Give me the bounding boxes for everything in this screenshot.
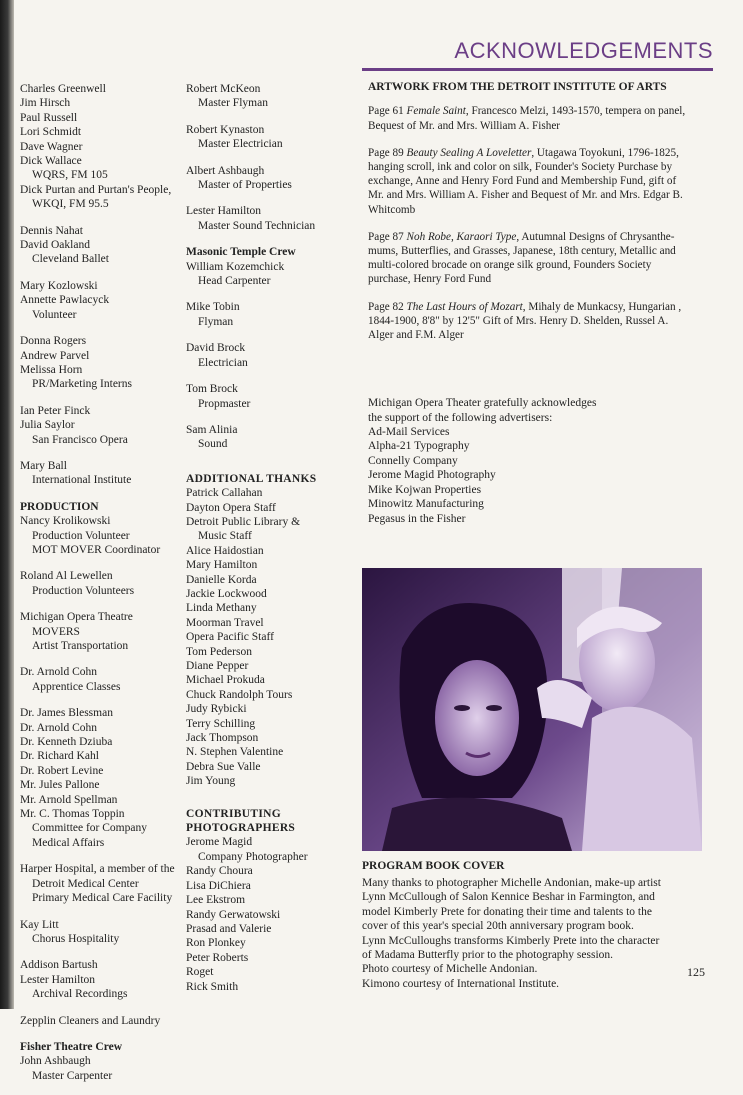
cover-caption-line: Many thanks to photographer Michelle Andonian, make-up artist	[362, 877, 661, 889]
credit-line: Julia Saylor	[20, 419, 75, 432]
credit-block	[20, 334, 180, 392]
artwork-list	[368, 104, 703, 342]
credit-block	[20, 1040, 180, 1083]
thanks-name: Alice Haidostian	[186, 544, 264, 557]
crew-line: William Kozemchick	[186, 260, 285, 273]
credit-line: Production Volunteers	[32, 584, 135, 597]
advertiser-name: Connelly Company	[368, 454, 458, 467]
credit-line: Dr. Arnold Cohn	[20, 666, 97, 679]
contributing-photographers	[186, 807, 346, 994]
crew-line: Robert McKeon	[186, 83, 261, 95]
photographer-name: Lee Ekstrom	[186, 894, 246, 907]
thanks-name: Judy Rybicki	[186, 703, 247, 716]
thanks-name: Jim Young	[186, 775, 236, 788]
credit-line: Mr. Jules Pallone	[20, 779, 100, 792]
page-title: ACKNOWLEDGEMENTS	[454, 38, 713, 63]
artwork-line: Mr. and Mrs. William A. Fisher and Bequest of Mr. and Mrs. Edgar B.	[368, 189, 683, 202]
cover-caption-line: Lynn McCulloughs transforms Kimberly Prete into the character	[362, 934, 660, 947]
credit-line: Annette Pawlacyck	[20, 294, 110, 307]
photographers-heading-1: CONTRIBUTING	[186, 807, 281, 820]
crew-block	[186, 82, 346, 111]
credit-line: Addison Bartush	[20, 959, 98, 972]
credits-column-1	[20, 82, 180, 1095]
credit-line: Chorus Hospitality	[32, 932, 120, 945]
thanks-name: Terry Schilling	[186, 717, 256, 730]
page-number: 125	[687, 965, 705, 979]
advertisers-section	[368, 396, 703, 526]
credit-block	[20, 279, 180, 322]
artwork-line: purchase, Henry Ford Fund	[368, 273, 492, 286]
artwork-title: Beauty Sealing A Loveletter	[406, 146, 532, 159]
thanks-name: Jackie Lockwood	[186, 587, 267, 600]
advertiser-name: Mike Kojwan Properties	[368, 483, 482, 496]
advertiser-name: Ad-Mail Services	[368, 426, 450, 439]
artwork-title: The Last Hours of Mozart	[406, 300, 523, 313]
artwork-entry	[368, 230, 703, 287]
crew-block	[186, 341, 346, 370]
artwork-line: exchange, Anne and Henry Ford Fund and Membership Fund, gift of	[368, 175, 677, 188]
photographer-name: Rick Smith	[186, 980, 239, 993]
crew-block	[186, 123, 346, 152]
credit-line: Harper Hospital, a member of the	[20, 863, 175, 876]
credit-line: Committee for Company	[32, 822, 147, 835]
credit-block	[20, 706, 180, 850]
credit-line: PR/Marketing Interns	[32, 378, 132, 391]
crew-block	[186, 245, 346, 288]
crew-block	[186, 382, 346, 411]
photographers-heading-2: PHOTOGRAPHERS	[186, 822, 296, 835]
crew-list	[186, 82, 346, 452]
credit-line: Nancy Krolikowski	[20, 515, 111, 528]
credit-line: Zepplin Cleaners and Laundry	[20, 1014, 161, 1027]
credit-line: Michigan Opera Theatre	[20, 611, 133, 624]
credit-line: Dave Wagner	[20, 140, 83, 153]
crew-line: Lester Hamilton	[186, 205, 262, 218]
crew-line: David Brock	[186, 342, 246, 355]
credit-line: Dick Wallace	[20, 155, 82, 168]
additional-thanks-list	[186, 486, 346, 789]
credit-line: Melissa Horn	[20, 363, 83, 376]
photographer-name: Company Photographer	[198, 850, 308, 863]
credit-block	[20, 862, 180, 905]
credit-line: Mary Kozlowski	[20, 279, 98, 292]
artwork-line: hanging scroll, ink and color on silk, Founder's Society Purchase by	[368, 161, 673, 174]
crew-block	[186, 300, 346, 329]
credit-line: Apprentice Classes	[32, 680, 121, 693]
artwork-line: Whitcomb	[368, 203, 416, 216]
credit-line: MOT MOVER Coordinator	[32, 543, 161, 556]
advertisers-intro	[368, 396, 703, 425]
advertisers-intro-line: the support of the following advertisers:	[368, 411, 553, 424]
credit-block	[20, 958, 180, 1001]
crew-block	[186, 204, 346, 233]
photographers-list	[186, 835, 346, 993]
credit-block	[20, 1014, 180, 1028]
crew-line: Master Sound Technician	[198, 219, 316, 232]
thanks-name: Patrick Callahan	[186, 487, 263, 500]
photographer-name: Randy Gerwatowski	[186, 908, 281, 921]
crew-line: Mike Tobin	[186, 301, 240, 314]
artwork-line: Bequest of Mr. and Mrs. William A. Fisher	[368, 119, 561, 132]
credit-line: Master Carpenter	[32, 1069, 113, 1082]
credit-line: Medical Affairs	[32, 836, 105, 849]
crew-line: Master Electrician	[198, 138, 283, 151]
credit-line: Lori Schmidt	[20, 126, 82, 139]
photographer-name: Ron Plonkey	[186, 937, 246, 950]
crew-line: Masonic Temple Crew	[186, 246, 296, 259]
advertisers-list	[368, 425, 703, 526]
credit-line: International Institute	[32, 474, 132, 487]
credit-line: Kay Litt	[20, 918, 59, 931]
credit-line: Dr. Kenneth Dziuba	[20, 736, 113, 749]
cover-caption-line: of Madama Butterfly prior to the photography session.	[362, 949, 614, 962]
thanks-name: Mary Hamilton	[186, 559, 258, 572]
crew-line: Electrician	[198, 356, 248, 369]
credit-line: Mr. Arnold Spellman	[20, 793, 118, 806]
credit-line: Donna Rogers	[20, 335, 87, 348]
cover-caption-line: Photo courtesy of Michelle Andonian.	[362, 963, 538, 976]
advertisers-intro-line: Michigan Opera Theater gratefully acknowledges	[368, 397, 597, 410]
thanks-name: Debra Sue Valle	[186, 760, 261, 773]
credit-line: Production Volunteer	[32, 529, 130, 542]
credit-line: Paul Russell	[20, 111, 78, 124]
credit-line: Dr. Richard Kahl	[20, 750, 99, 763]
advertiser-name: Minowitz Manufacturing	[368, 498, 484, 511]
crew-line: Tom Brock	[186, 383, 238, 396]
artwork-line: 1844-1900, 8'8" by 12'5" Gift of Mrs. Henry D. Shelden, Russel A.	[368, 314, 669, 327]
crew-line: Master of Properties	[198, 179, 292, 192]
cover-caption-line: Lynn McCullough of Salon Kennice Beshar in Farmington, and	[362, 891, 655, 904]
credit-line: Roland Al Lewellen	[20, 570, 113, 583]
credit-line: WQRS, FM 105	[32, 169, 108, 182]
additional-thanks-heading: ADDITIONAL THANKS	[186, 472, 317, 485]
crew-block	[186, 423, 346, 452]
credit-line: Dick Purtan and Purtan's People,	[20, 183, 172, 196]
credit-line: Archival Recordings	[32, 988, 128, 1001]
credit-line: David Oakland	[20, 239, 90, 252]
crew-line: Sound	[198, 438, 228, 451]
crew-line: Flyman	[198, 315, 234, 328]
credit-line: Dennis Nahat	[20, 224, 83, 237]
thanks-name: Chuck Randolph Tours	[186, 688, 293, 701]
credit-block	[20, 459, 180, 488]
artwork-line: mums, Butterflies, and Grasses, Japanese, 18th century, Metallic and	[368, 245, 676, 258]
cover-caption-line: cover of this year's special 20th anniversary program book.	[362, 920, 634, 933]
artwork-line: Page 89 Beauty Sealing A Loveletter, Utagawa Toyokuni, 1796-1825,	[368, 146, 679, 159]
thanks-name: Tom Pederson	[186, 645, 252, 658]
artwork-entry	[368, 300, 703, 343]
cover-caption-line: Kimono courtesy of International Institute.	[362, 977, 560, 990]
credit-line: Volunteer	[32, 308, 77, 321]
thanks-name: N. Stephen Valentine	[186, 746, 284, 759]
credit-block	[20, 404, 180, 447]
thanks-name: Diane Pepper	[186, 660, 249, 672]
photographer-name: Jerome Magid	[186, 836, 253, 849]
cover-caption	[362, 876, 707, 991]
credit-block	[20, 569, 180, 598]
credit-block	[20, 918, 180, 947]
credit-line: Detroit Medical Center	[32, 877, 139, 890]
credit-line: John Ashbaugh	[20, 1055, 91, 1068]
artwork-title: Noh Robe, Karaori Type	[406, 230, 517, 243]
title-rule	[362, 68, 713, 71]
credit-line: Charles Greenwell	[20, 83, 106, 95]
credit-line: Jim Hirsch	[20, 97, 71, 110]
advertiser-name: Alpha-21 Typography	[368, 440, 470, 453]
cover-caption-line: model Kimberly Prete for donating their time and talents to the	[362, 905, 652, 918]
thanks-name: Music Staff	[198, 530, 252, 543]
artwork-entry	[368, 104, 703, 132]
additional-thanks	[186, 472, 346, 789]
thanks-name: Michael Prokuda	[186, 674, 265, 687]
credits-column-3	[368, 80, 703, 526]
credit-line: San Francisco Opera	[32, 433, 128, 446]
credit-line: Mr. C. Thomas Toppin	[20, 808, 125, 821]
cover-heading: PROGRAM BOOK COVER	[362, 860, 505, 872]
credit-line: Primary Medical Care Facility	[32, 892, 173, 905]
credit-line: Dr. Arnold Cohn	[20, 721, 97, 734]
credit-line: Andrew Parvel	[20, 349, 90, 362]
credit-block	[20, 82, 180, 212]
crew-line: Sam Alinia	[186, 423, 238, 436]
cover-photo	[362, 568, 702, 851]
artwork-title: Female Saint	[406, 105, 466, 118]
artwork-entry	[368, 146, 703, 217]
crew-line: Master Flyman	[198, 97, 268, 110]
credit-line: Dr. James Blessman	[20, 707, 113, 720]
photographer-name: Roget	[186, 966, 214, 979]
photographer-name: Prasad and Valerie	[186, 922, 272, 935]
artwork-line: Page 87 Noh Robe, Karaori Type, Autumnal Designs of Chrysanthe-	[368, 230, 675, 243]
thanks-name: Opera Pacific Staff	[186, 631, 274, 644]
credit-line: Cleveland Ballet	[32, 253, 109, 266]
advertiser-name: Pegasus in the Fisher	[368, 512, 466, 525]
credit-block	[20, 224, 180, 267]
credit-line: Dr. Robert Levine	[20, 764, 104, 777]
thanks-name: Linda Methany	[186, 602, 257, 615]
binding-edge	[0, 0, 14, 1009]
photographer-name: Lisa DiChiera	[186, 879, 251, 892]
credit-line: Artist Transportation	[32, 640, 129, 652]
thanks-name: Moorman Travel	[186, 616, 264, 629]
credits-column-2	[186, 82, 346, 1006]
thanks-name: Dayton Opera Staff	[186, 501, 276, 514]
advertiser-name: Jerome Magid Photography	[368, 469, 496, 482]
crew-line: Robert Kynaston	[186, 123, 265, 136]
photographer-name: Peter Roberts	[186, 951, 249, 964]
credit-line: WKQI, FM 95.5	[32, 198, 109, 211]
credit-block	[20, 610, 180, 653]
thanks-name: Danielle Korda	[186, 573, 257, 586]
artwork-heading: ARTWORK FROM THE DETROIT INSTITUTE OF ARTS	[368, 81, 667, 93]
artwork-line: Page 61 Female Saint, Francesco Melzi, 1493-1570, tempera on panel,	[368, 105, 686, 118]
artwork-line: multi-colored brocade on orange silk ground, Founders Society	[368, 259, 652, 272]
credit-line: Ian Peter Finck	[20, 404, 91, 417]
credit-line: MOVERS	[32, 625, 80, 638]
thanks-name: Detroit Public Library &	[186, 515, 301, 528]
credit-line: PRODUCTION	[20, 500, 99, 513]
credit-block	[20, 665, 180, 694]
credit-line: Fisher Theatre Crew	[20, 1040, 122, 1053]
artwork-line: Page 82 The Last Hours of Mozart, Mihaly de Munkacsy, Hungarian ,	[368, 300, 682, 313]
credit-block	[20, 500, 180, 558]
crew-line: Head Carpenter	[198, 275, 271, 288]
crew-block	[186, 164, 346, 193]
crew-line: Albert Ashbaugh	[186, 164, 265, 177]
artwork-line: Alger and F.M. Alger	[368, 329, 464, 342]
credit-line: Lester Hamilton	[20, 973, 96, 986]
thanks-name: Jack Thompson	[186, 732, 259, 745]
crew-line: Propmaster	[198, 397, 251, 410]
cover-photo-image	[362, 568, 702, 851]
photographer-name: Randy Choura	[186, 865, 253, 878]
credit-line: Mary Ball	[20, 459, 67, 472]
